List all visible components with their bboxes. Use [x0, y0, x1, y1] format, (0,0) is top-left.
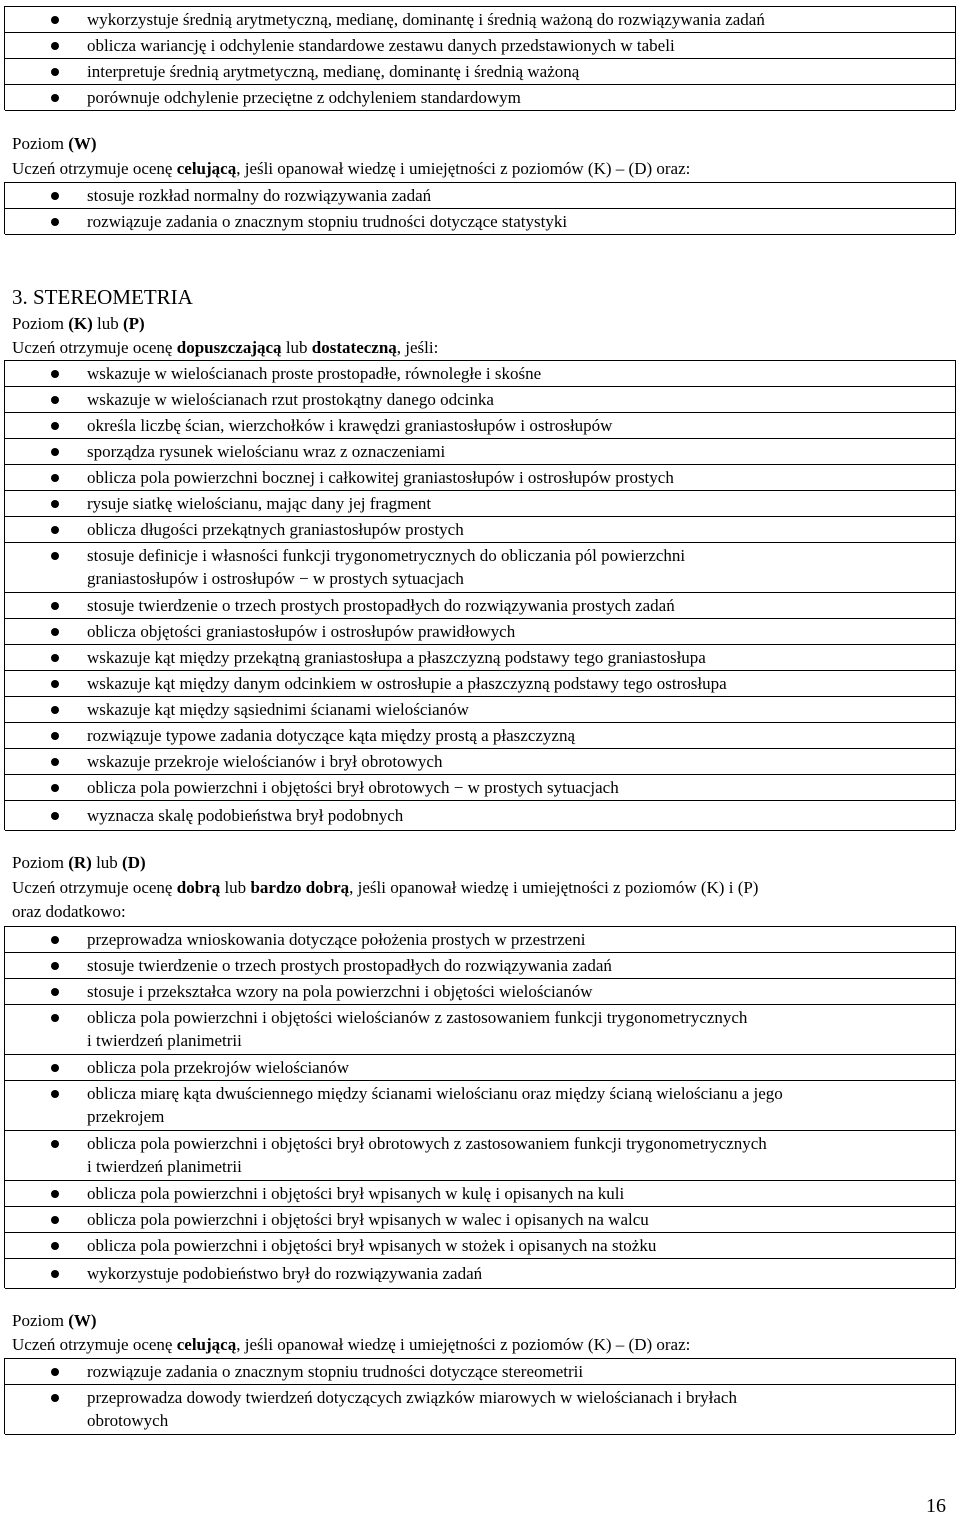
- list-item-text: wskazuje w wielościanach proste prostopadłe, równoległe i skośne: [87, 364, 542, 383]
- list-item: [5, 543, 955, 593]
- list-item: [5, 439, 955, 465]
- bullet-icon: [51, 192, 59, 200]
- bullet-icon: [51, 602, 59, 610]
- level-intro-rd: Uczeń otrzymuje ocenę dobrą lub bardzo dobrą, jeśli opanował wiedzę i umiejętności z poziomów (K) i (P): [12, 878, 759, 897]
- list-item-text: oblicza objętości graniastosłupów i ostrosłupów prawidłowych: [87, 622, 516, 641]
- list-item-text: rozwiązuje zadania o znacznym stopniu trudności dotyczące stereometrii: [87, 1362, 584, 1381]
- list-item: [5, 209, 955, 235]
- level-intro-kp: Uczeń otrzymuje ocenę dopuszczającą lub dostateczną, jeśli:: [12, 338, 439, 357]
- list-item: [5, 1207, 955, 1233]
- list-item: [5, 1005, 955, 1055]
- bullet-icon: [51, 628, 59, 636]
- list-item-text: wyznacza skalę podobieństwa brył podobnych: [87, 806, 404, 825]
- level-intro-w2: Uczeń otrzymuje ocenę celującą, jeśli opanował wiedzę i umiejętności z poziomów (K) – (D) oraz:: [12, 1335, 691, 1354]
- bullet-icon: [51, 1368, 59, 1376]
- bullet-icon: [51, 1270, 59, 1278]
- bullet-icon: [51, 42, 59, 50]
- list-item: [5, 85, 955, 111]
- bullet-icon: [51, 988, 59, 996]
- list-item-text: oblicza pola powierzchni i objętości wielościanów z zastosowaniem funkcji trygonometrycznych: [87, 1008, 748, 1027]
- list-item-text: oblicza pola powierzchni i objętości brył wpisanych w stożek i opisanych na stożku: [87, 1236, 657, 1255]
- level-heading-kp: Poziom (K) lub (P): [12, 314, 145, 333]
- list-item-text: przeprowadza dowody twierdzeń dotyczących związków miarowych w wielościanach i bryłach: [87, 1388, 737, 1407]
- list-item: [5, 775, 955, 801]
- list-item-text: określa liczbę ścian, wierzchołków i krawędzi graniastosłupów i ostrosłupów: [87, 416, 613, 435]
- list-item: [5, 361, 955, 387]
- list-item: [5, 1233, 955, 1259]
- list-item-text: oblicza pola powierzchni bocznej i całkowitej graniastosłupów i ostrosłupów prostych: [87, 468, 674, 487]
- list-item: [5, 1385, 955, 1435]
- list-item-text: oblicza pola powierzchni i objętości brył obrotowych z zastosowaniem funkcji trygonometrycznych: [87, 1134, 767, 1153]
- bullet-icon: [51, 936, 59, 944]
- list-item-text: stosuje rozkład normalny do rozwiązywania zadań: [87, 186, 432, 205]
- list-item-text-continuation: graniastosłupów i ostrosłupów − w prostych sytuacjach: [87, 569, 464, 588]
- list-item-text: rozwiązuje typowe zadania dotyczące kąta między prostą a płaszczyzną: [87, 726, 576, 745]
- list-item-text: rozwiązuje zadania o znacznym stopniu trudności dotyczące statystyki: [87, 212, 568, 231]
- bullet-icon: [51, 1190, 59, 1198]
- list-item: [5, 413, 955, 439]
- list-item: [5, 1181, 955, 1207]
- bullet-icon: [51, 396, 59, 404]
- list-item-text: sporządza rysunek wielościanu wraz z oznaczeniami: [87, 442, 446, 461]
- bullet-icon: [51, 812, 59, 820]
- page-number: 16: [926, 1495, 946, 1517]
- bullet-icon: [51, 94, 59, 102]
- bullet-icon: [51, 474, 59, 482]
- list-item: [5, 979, 955, 1005]
- list-item: [5, 387, 955, 413]
- bullet-icon: [51, 370, 59, 378]
- list-item-text: interpretuje średnią arytmetyczną, medianę, dominantę i średnią ważoną: [87, 62, 580, 81]
- list-item-text-continuation: i twierdzeń planimetrii: [87, 1031, 242, 1050]
- list-item-text-continuation: obrotowych: [87, 1411, 169, 1430]
- list-item: [5, 1259, 955, 1289]
- list-item-text: stosuje twierdzenie o trzech prostych prostopadłych do rozwiązywania prostych zadań: [87, 596, 675, 615]
- list-item: [5, 183, 955, 209]
- list-item: [5, 1359, 955, 1385]
- list-item: [5, 465, 955, 491]
- list-item-text: oblicza miarę kąta dwuściennego między ścianami wielościanu oraz między ścianą wielościanu a jego: [87, 1084, 783, 1103]
- bullet-icon: [51, 526, 59, 534]
- level-heading-w: Poziom (W): [12, 134, 97, 153]
- list-item: [5, 619, 955, 645]
- level-intro-w: Uczeń otrzymuje ocenę celującą, jeśli opanował wiedzę i umiejętności z poziomów (K) – (D) oraz:: [12, 159, 691, 178]
- bullet-icon: [51, 448, 59, 456]
- list-item-text-continuation: przekrojem: [87, 1107, 165, 1126]
- list-item-text: wskazuje przekroje wielościanów i brył obrotowych: [87, 752, 443, 771]
- list-item: [5, 33, 955, 59]
- list-item: [5, 697, 955, 723]
- bullet-icon: [51, 1064, 59, 1072]
- level-heading-rd: Poziom (R) lub (D): [12, 853, 146, 872]
- list-item-text: oblicza pola przekrojów wielościanów: [87, 1058, 349, 1077]
- bullet-icon: [51, 706, 59, 714]
- list-item-text: oblicza pola powierzchni i objętości brył wpisanych w kulę i opisanych na kuli: [87, 1184, 625, 1203]
- list-item-text: wskazuje kąt między sąsiednimi ścianami wielościanów: [87, 700, 469, 719]
- bullet-icon: [51, 1216, 59, 1224]
- list-item: [5, 927, 955, 953]
- stat-w-criteria-list: [4, 182, 956, 234]
- bullet-icon: [51, 1090, 59, 1098]
- list-item: [5, 1055, 955, 1081]
- bullet-icon: [51, 500, 59, 508]
- list-item-text: oblicza wariancję i odchylenie standardowe zestawu danych przedstawionych w tabeli: [87, 36, 675, 55]
- bullet-icon: [51, 654, 59, 662]
- w2-criteria-list: [4, 1358, 956, 1434]
- bullet-icon: [51, 680, 59, 688]
- list-item-text-continuation: i twierdzeń planimetrii: [87, 1157, 242, 1176]
- list-item: [5, 7, 955, 33]
- list-item-text: stosuje definicje i własności funkcji trygonometrycznych do obliczania pól powierzchni: [87, 546, 686, 565]
- bullet-icon: [51, 962, 59, 970]
- list-item: [5, 1081, 955, 1131]
- list-item: [5, 953, 955, 979]
- list-item-text: oblicza pola powierzchni i objętości brył wpisanych w walec i opisanych na walcu: [87, 1210, 649, 1229]
- bullet-icon: [51, 1140, 59, 1148]
- bullet-icon: [51, 732, 59, 740]
- bullet-icon: [51, 1242, 59, 1250]
- bullet-icon: [51, 218, 59, 226]
- list-item-text: oblicza długości przekątnych graniastosłupów prostych: [87, 520, 464, 539]
- bullet-icon: [51, 552, 59, 560]
- bullet-icon: [51, 758, 59, 766]
- rd-criteria-list: [4, 926, 956, 1288]
- bullet-icon: [51, 422, 59, 430]
- level-heading-w2: Poziom (W): [12, 1311, 97, 1330]
- list-item-text: wskazuje kąt między przekątną graniastosłupa a płaszczyzną podstawy tego graniastosłupa: [87, 648, 706, 667]
- kp-criteria-list: [4, 360, 956, 830]
- list-item-text: porównuje odchylenie przeciętne z odchyleniem standardowym: [87, 88, 521, 107]
- bullet-icon: [51, 1014, 59, 1022]
- list-item: [5, 517, 955, 543]
- list-item-text: wskazuje w wielościanach rzut prostokątny danego odcinka: [87, 390, 494, 409]
- list-item: [5, 801, 955, 831]
- top-criteria-list: [4, 6, 956, 110]
- list-item-text: oblicza pola powierzchni i objętości brył obrotowych − w prostych sytuacjach: [87, 778, 619, 797]
- bullet-icon: [51, 1394, 59, 1402]
- bullet-icon: [51, 16, 59, 24]
- list-item: [5, 491, 955, 517]
- list-item-text: wykorzystuje podobieństwo brył do rozwiązywania zadań: [87, 1264, 483, 1283]
- list-item-text: rysuje siatkę wielościanu, mając dany jej fragment: [87, 494, 432, 513]
- bullet-icon: [51, 784, 59, 792]
- list-item: [5, 723, 955, 749]
- section-title: 3. STEREOMETRIA: [12, 285, 193, 309]
- list-item: [5, 59, 955, 85]
- list-item-text: wykorzystuje średnią arytmetyczną, medianę, dominantę i średnią ważoną do rozwiązywania zadań: [87, 10, 765, 29]
- list-item-text: stosuje i przekształca wzory na pola powierzchni i objętości wielościanów: [87, 982, 593, 1001]
- list-item-text: wskazuje kąt między danym odcinkiem w ostrosłupie a płaszczyzną podstawy tego ostrosłupa: [87, 674, 727, 693]
- list-item: [5, 1131, 955, 1181]
- list-item: [5, 749, 955, 775]
- list-item-text: stosuje twierdzenie o trzech prostych prostopadłych do rozwiązywania zadań: [87, 956, 612, 975]
- list-item: [5, 671, 955, 697]
- list-item: [5, 593, 955, 619]
- level-intro-rd-line2: oraz dodatkowo:: [12, 902, 126, 921]
- list-item-text: przeprowadza wnioskowania dotyczące położenia prostych w przestrzeni: [87, 930, 586, 949]
- list-item: [5, 645, 955, 671]
- bullet-icon: [51, 68, 59, 76]
